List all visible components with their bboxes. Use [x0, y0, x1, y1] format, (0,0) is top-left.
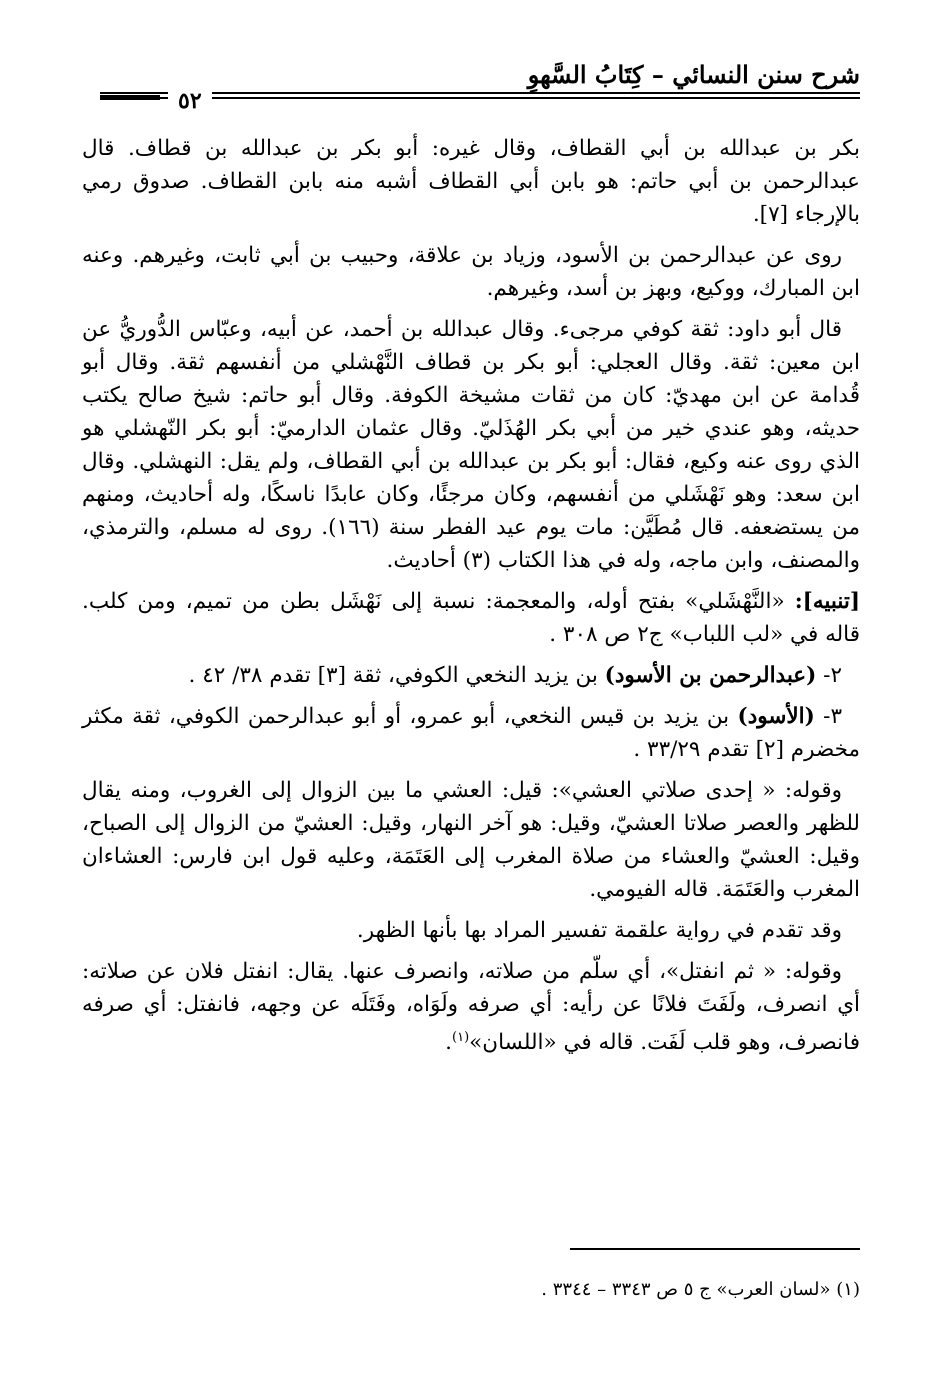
narrator-name: (عبدالرحمن بن الأسود): [604, 663, 817, 688]
tanbih-label: [تنبيه]:: [794, 589, 861, 614]
narrator-number: ٣-: [814, 704, 842, 729]
commentary-paragraph: [82, 955, 860, 1059]
paragraph: قال أبو داود: ثقة كوفي مرجىء. وقال عبدالله بن أحمد، عن أبيه، وعبّاس الدُّوريُّ عن ابن معين: ثقة. وقال العجلي: أبو بكر بن قطاف النَّهْشلي من أنفسهم ثقة. وقال أبو قُدامة عن ابن مهديّ: كان من ثقات مشيخة الكوفة. وقال أبو حاتم: شيخ صالح يكتب حديثه، وهو عندي خير من أبي بكر الهُذَليّ. وقال عثمان الدارميّ: أبو بكر النّهشلي هو الذي روى عنه وكيع، فقال: أبو بكر بن عبدالله بن أبي القطاف، ولم يقل: النهشلي. وقال ابن سعد: وهو نَهْشَلي من أنفسهم، وكان مرجئًا، وكان عابدًا ناسكًا، وله أحاديث، ومنهم من يستضعفه. قال مُطَيَّن: مات يوم عيد الفطر سنة (١٦٦). روى له مسلم، والترمذي، والمصنف، وابن ماجه، وله في هذا الكتاب (٣) أحاديث.: [82, 317, 861, 573]
narrator-entry: [82, 659, 860, 692]
tanbih-text: «النَّهْشَلي» بفتح أوله، والمعجمة: نسبة إلى نَهْشَل بطن من تميم، ومن كلب. قاله في «لب اللباب» ج٢ ص ٣٠٨ .: [82, 589, 860, 647]
narrator-name: (الأسود): [737, 704, 815, 729]
paragraph: بكر بن عبدالله بن أبي القطاف، وقال غيره: أبو بكر بن عبدالله بن قطاف. قال عبدالرحمن بن أبي حاتم: هو بابن أبي القطاف أشبه منه بابن القطاف. صدوق رمي بالإرجاء [٧].: [82, 136, 860, 227]
header-rule: [100, 92, 860, 94]
narrator-details: بن يزيد النخعي الكوفي، ثقة [٣] تقدم ٣٨/ ٤٢ .: [188, 663, 605, 688]
page-number: ٥٢: [168, 88, 212, 114]
main-text: [82, 132, 860, 1067]
header-rule-thick: [100, 95, 160, 100]
footnote-separator: [570, 1248, 860, 1250]
narrator-entry: [82, 700, 860, 766]
running-title: شرح سنن النسائي – كِتَابُ السَّهوِ: [527, 60, 860, 89]
commentary-paragraph: وقوله: « إحدى صلاتي العشي»: قيل: العشي ما بين الزوال إلى الغروب، ومنه يقال للظهر والعصر صلاتا العشيّ، وقيل: هو آخر النهار، وقيل: العشيّ من الزوال إلى الصباح، وقيل: العشيّ والعشاء من صلاة المغرب إلى العَتَمَة، وعليه قول ابن فارس: العشاءان المغرب والعَتَمَة. قاله الفيومي.: [82, 778, 860, 902]
page-header: [100, 50, 860, 120]
sentence-end: .: [445, 1030, 453, 1056]
header-rule: [100, 97, 860, 99]
paragraph: روى عن عبدالرحمن بن الأسود، وزياد بن علاقة، وحبيب بن أبي ثابت، وغيرهم. وعنه ابن المبارك، ووكيع، وبهز بن أسد، وغيرهم.: [82, 243, 860, 301]
commentary-paragraph: وقد تقدم في رواية علقمة تفسير المراد بها بأنها الظهر.: [356, 918, 842, 943]
footnote-marker: (١): [452, 1030, 470, 1045]
footnote: (١) «لسان العرب» ج ٥ ص ٣٣٤٣ – ٣٣٤٤ .: [541, 1279, 860, 1300]
narrator-number: ٢-: [816, 663, 842, 688]
narrator-details: بن يزيد بن قيس النخعي، أبو عمرو، أو أبو عبدالرحمن الكوفي، ثقة مكثر مخضرم [٢] تقدم ٣٣/٢٩ .: [82, 704, 860, 762]
tanbih-paragraph: [82, 585, 860, 651]
commentary-text: وقوله: « ثم انفتل»، أي سلّم من صلاته، وانصرف عنها. يقال: انفتل فلان عن صلاته: أي انصرف، ولَفَتَ فلانًا عن رأيه: أي صرفه ولَوَاه، وفَتَلَه عن وجهه، فانفتل: أي صرفه فانصرف، وهو قلب لَفَت. قاله في «اللسان»: [82, 959, 860, 1056]
